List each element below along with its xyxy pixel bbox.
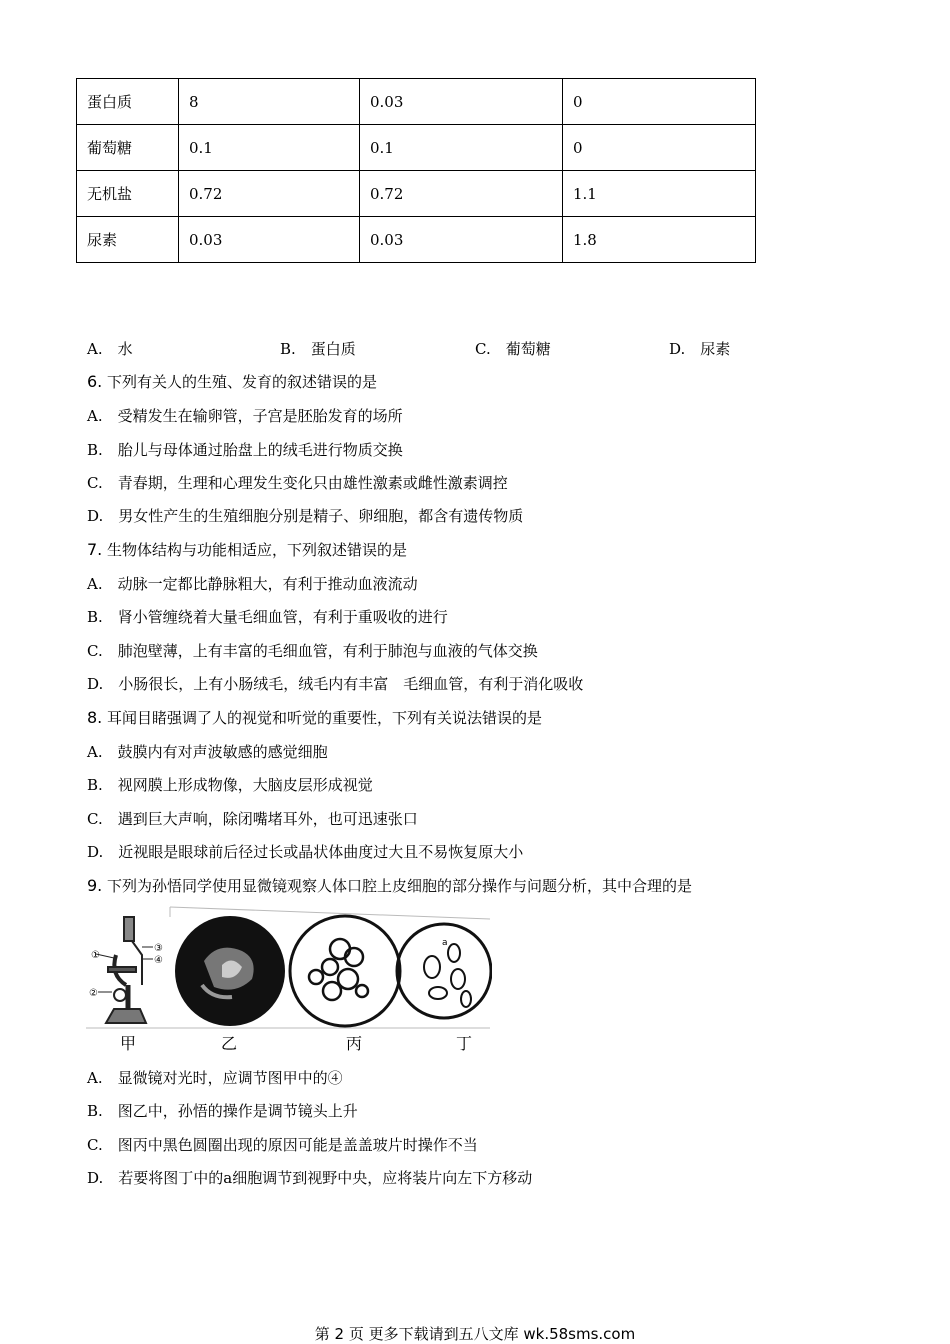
q7-option-a: A. 动脉一定都比静脉粗大，有利于推动血液流动 (87, 575, 418, 593)
table-row (77, 125, 756, 171)
caption-ding: 丁 (456, 1034, 473, 1053)
table-cell: 0 (563, 125, 756, 171)
table-cell: 0.1 (179, 125, 360, 171)
question-number: 8. (87, 708, 103, 727)
table-cell: 尿素 (77, 217, 179, 263)
page-footer: 第 2 页 更多下载请到五八文库 wk.58sms.com (314, 1325, 636, 1343)
q9-option-d: D. 若要将图丁中的a细胞调节到视野中央，应将装片向左下方移动 (87, 1169, 533, 1187)
q8-option-c: C. 遇到巨大声响，除闭嘴堵耳外，也可迅速张口 (87, 810, 418, 828)
table-row (77, 217, 756, 263)
caption-bing: 丙 (346, 1034, 363, 1053)
q5-option-c: C. 葡萄糖 (475, 340, 551, 358)
q8-option-a: A. 鼓膜内有对声波敏感的感觉细胞 (87, 743, 328, 761)
table-cell: 葡萄糖 (77, 125, 179, 171)
q6-option-b: B. 胎儿与母体通过胎盘上的绒毛进行物质交换 (87, 441, 403, 459)
q6-option-c: C. 青春期，生理和心理发生变化只由雄性激素或雌性激素调控 (87, 474, 508, 492)
microscope-label-3: ③ (154, 943, 163, 954)
question-9 (87, 876, 692, 896)
q9-option-a: A. 显微镜对光时，应调节图甲中的④ (87, 1069, 343, 1087)
table-row (77, 171, 756, 217)
question-text: 生物体结构与功能相适应，下列叙述错误的是 (102, 541, 408, 559)
q5-option-b: B. 蛋白质 (280, 340, 356, 358)
question-text: 下列为孙悟同学使用显微镜观察人体口腔上皮细胞的部分操作与问题分析，其中合理的是 (102, 877, 693, 895)
question-number: 9. (87, 876, 103, 895)
q7-option-b: B. 肾小管缠绕着大量毛细血管，有利于重吸收的进行 (87, 608, 448, 626)
table-cell: 0.72 (360, 171, 563, 217)
table-cell: 0.03 (360, 217, 563, 263)
question-number: 7. (87, 540, 103, 559)
q7-option-d: D. 小肠很长，上有小肠绒毛，绒毛内有丰富 毛细血管，有利于消化吸收 (87, 675, 584, 693)
table-cell: 0.72 (179, 171, 360, 217)
table-cell: 0.03 (179, 217, 360, 263)
question-8 (87, 708, 542, 728)
q5-option-a: A. 水 (87, 340, 133, 358)
table-cell: 蛋白质 (77, 79, 179, 125)
question-6 (87, 372, 377, 392)
question-number: 6. (87, 372, 103, 391)
table-row (77, 79, 756, 125)
q9-option-c: C. 图丙中黑色圆圈出现的原因可能是盖盖玻片时操作不当 (87, 1136, 478, 1154)
caption-yi: 乙 (221, 1034, 238, 1053)
table-cell: 0.1 (360, 125, 563, 171)
microscope-label-2: ② (89, 988, 98, 999)
microscope-label-1: ① (91, 950, 100, 961)
caption-jia: 甲 (120, 1034, 137, 1053)
microscope-label-4: ④ (154, 955, 163, 966)
microscope-figure (86, 905, 492, 1030)
q5-option-d: D. 尿素 (669, 340, 731, 358)
table-cell: 0.03 (360, 79, 563, 125)
view-bing (290, 916, 400, 1026)
cell-label-a: a (442, 938, 448, 948)
q9-option-b: B. 图乙中，孙悟的操作是调节镜头上升 (87, 1102, 358, 1120)
question-text: 耳闻目睹强调了人的视觉和听觉的重要性，下列有关说法错误的是 (102, 709, 543, 727)
view-yi (175, 916, 285, 1026)
table-cell: 无机盐 (77, 171, 179, 217)
question-text: 下列有关人的生殖、发育的叙述错误的是 (102, 373, 378, 391)
q8-option-b: B. 视网膜上形成物像，大脑皮层形成视觉 (87, 776, 373, 794)
table-cell: 1.1 (563, 171, 756, 217)
microscope-drawing (106, 917, 146, 1023)
q6-option-d: D. 男女性产生的生殖细胞分别是精子、卵细胞，都含有遗传物质 (87, 507, 524, 525)
table-cell: 0 (563, 79, 756, 125)
q7-option-c: C. 肺泡壁薄，上有丰富的毛细血管，有利于肺泡与血液的气体交换 (87, 642, 538, 660)
q6-option-a: A. 受精发生在输卵管，子宫是胚胎发育的场所 (87, 407, 403, 425)
data-table (76, 78, 756, 263)
table-cell: 1.8 (563, 217, 756, 263)
q8-option-d: D. 近视眼是眼球前后径过长或晶状体曲度过大且不易恢复原大小 (87, 843, 524, 861)
table-cell: 8 (179, 79, 360, 125)
question-7 (87, 540, 407, 560)
